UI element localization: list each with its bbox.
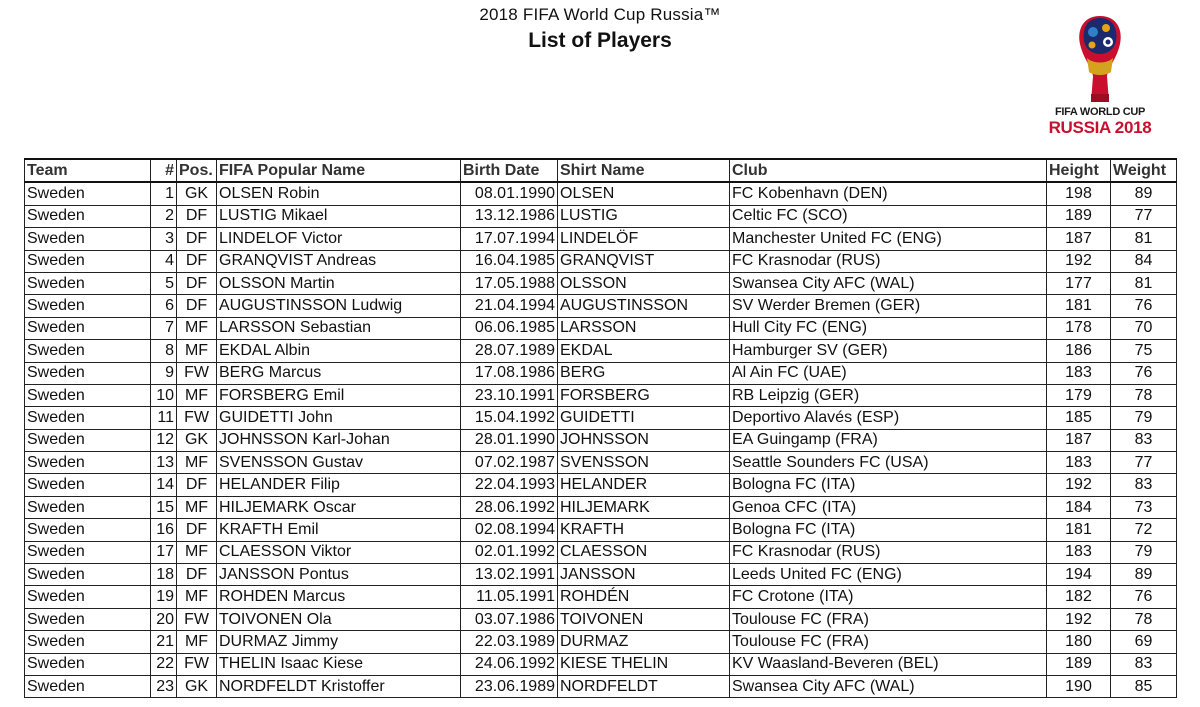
cell-number: 18	[151, 564, 177, 586]
cell-club: Swansea City AFC (WAL)	[730, 272, 1047, 294]
cell-position: DF	[177, 205, 217, 227]
table-row	[25, 340, 1177, 362]
table-row	[25, 675, 1177, 697]
cell-height: 177	[1047, 272, 1111, 294]
cell-birth-date: 17.05.1988	[461, 272, 558, 294]
cell-number: 14	[151, 474, 177, 496]
cell-shirt-name: LUSTIG	[558, 205, 730, 227]
cell-club: Leeds United FC (ENG)	[730, 564, 1047, 586]
cell-height: 190	[1047, 675, 1111, 697]
cell-team: Sweden	[25, 452, 151, 474]
table-row	[25, 496, 1177, 518]
table-row	[25, 384, 1177, 406]
cell-height: 187	[1047, 228, 1111, 250]
cell-position: FW	[177, 653, 217, 675]
cell-position: DF	[177, 519, 217, 541]
cell-position: DF	[177, 474, 217, 496]
cell-position: DF	[177, 295, 217, 317]
cell-height: 179	[1047, 384, 1111, 406]
cell-weight: 84	[1111, 250, 1177, 272]
table-row	[25, 205, 1177, 227]
table-row	[25, 631, 1177, 653]
cell-position: FW	[177, 407, 217, 429]
cell-club: SV Werder Bremen (GER)	[730, 295, 1047, 317]
cell-weight: 79	[1111, 541, 1177, 563]
cell-name: DURMAZ Jimmy	[217, 631, 461, 653]
trophy-emblem-icon	[1071, 14, 1129, 106]
cell-height: 192	[1047, 608, 1111, 630]
cell-club: Hamburger SV (GER)	[730, 340, 1047, 362]
cell-shirt-name: OLSSON	[558, 272, 730, 294]
cell-team: Sweden	[25, 295, 151, 317]
cell-birth-date: 17.08.1986	[461, 362, 558, 384]
cell-shirt-name: OLSEN	[558, 182, 730, 205]
cell-height: 192	[1047, 474, 1111, 496]
cell-shirt-name: ROHDÉN	[558, 586, 730, 608]
table-row	[25, 452, 1177, 474]
cell-name: LINDELOF Victor	[217, 228, 461, 250]
cell-position: DF	[177, 272, 217, 294]
cell-name: HELANDER Filip	[217, 474, 461, 496]
cell-number: 4	[151, 250, 177, 272]
cell-team: Sweden	[25, 564, 151, 586]
cell-team: Sweden	[25, 362, 151, 384]
cell-weight: 76	[1111, 362, 1177, 384]
cell-shirt-name: JOHNSSON	[558, 429, 730, 451]
cell-birth-date: 21.04.1994	[461, 295, 558, 317]
cell-club: Genoa CFC (ITA)	[730, 496, 1047, 518]
cell-weight: 75	[1111, 340, 1177, 362]
column-header-club[interactable]: Club	[730, 159, 1047, 182]
cell-number: 6	[151, 295, 177, 317]
cell-position: MF	[177, 452, 217, 474]
cell-birth-date: 07.02.1987	[461, 452, 558, 474]
table-row	[25, 182, 1177, 205]
cell-birth-date: 23.06.1989	[461, 675, 558, 697]
table-row	[25, 250, 1177, 272]
cell-name: GUIDETTI John	[217, 407, 461, 429]
cell-height: 182	[1047, 586, 1111, 608]
cell-team: Sweden	[25, 653, 151, 675]
cell-club: Manchester United FC (ENG)	[730, 228, 1047, 250]
cell-number: 1	[151, 182, 177, 205]
cell-shirt-name: AUGUSTINSSON	[558, 295, 730, 317]
cell-weight: 78	[1111, 608, 1177, 630]
column-header-name[interactable]: FIFA Popular Name	[217, 159, 461, 182]
cell-team: Sweden	[25, 407, 151, 429]
cell-weight: 76	[1111, 295, 1177, 317]
document-header	[0, 4, 1200, 54]
cell-weight: 76	[1111, 586, 1177, 608]
cell-shirt-name: TOIVONEN	[558, 608, 730, 630]
cell-position: MF	[177, 317, 217, 339]
players-table-body	[25, 182, 1177, 697]
cell-height: 183	[1047, 452, 1111, 474]
cell-number: 16	[151, 519, 177, 541]
cell-height: 183	[1047, 362, 1111, 384]
cell-birth-date: 22.03.1989	[461, 631, 558, 653]
cell-position: MF	[177, 340, 217, 362]
cell-name: EKDAL Albin	[217, 340, 461, 362]
cell-weight: 89	[1111, 182, 1177, 205]
cell-position: MF	[177, 496, 217, 518]
cell-position: GK	[177, 429, 217, 451]
cell-number: 12	[151, 429, 177, 451]
cell-shirt-name: GUIDETTI	[558, 407, 730, 429]
cell-name: TOIVONEN Ola	[217, 608, 461, 630]
table-header-row	[25, 159, 1177, 182]
table-row	[25, 429, 1177, 451]
cell-club: Al Ain FC (UAE)	[730, 362, 1047, 384]
cell-number: 7	[151, 317, 177, 339]
cell-birth-date: 13.12.1986	[461, 205, 558, 227]
table-row	[25, 362, 1177, 384]
cell-position: DF	[177, 564, 217, 586]
cell-team: Sweden	[25, 631, 151, 653]
column-header-shirt-name[interactable]: Shirt Name	[558, 159, 730, 182]
cell-number: 22	[151, 653, 177, 675]
cell-number: 5	[151, 272, 177, 294]
cell-shirt-name: HELANDER	[558, 474, 730, 496]
column-header-position[interactable]: Pos.	[177, 159, 217, 182]
table-row	[25, 317, 1177, 339]
cell-name: AUGUSTINSSON Ludwig	[217, 295, 461, 317]
cell-birth-date: 23.10.1991	[461, 384, 558, 406]
cell-name: OLSEN Robin	[217, 182, 461, 205]
cell-weight: 85	[1111, 675, 1177, 697]
cell-weight: 77	[1111, 452, 1177, 474]
cell-height: 181	[1047, 519, 1111, 541]
cell-position: MF	[177, 631, 217, 653]
table-row	[25, 586, 1177, 608]
cell-birth-date: 02.01.1992	[461, 541, 558, 563]
cell-number: 20	[151, 608, 177, 630]
cell-shirt-name: JANSSON	[558, 564, 730, 586]
cell-birth-date: 28.07.1989	[461, 340, 558, 362]
cell-club: Deportivo Alavés (ESP)	[730, 407, 1047, 429]
cell-position: GK	[177, 182, 217, 205]
cell-height: 183	[1047, 541, 1111, 563]
cell-birth-date: 06.06.1985	[461, 317, 558, 339]
cell-shirt-name: DURMAZ	[558, 631, 730, 653]
cell-team: Sweden	[25, 228, 151, 250]
cell-position: DF	[177, 250, 217, 272]
cell-name: JANSSON Pontus	[217, 564, 461, 586]
column-header-number[interactable]: #	[151, 159, 177, 182]
table-row	[25, 608, 1177, 630]
cell-club: FC Crotone (ITA)	[730, 586, 1047, 608]
cell-position: FW	[177, 362, 217, 384]
cell-team: Sweden	[25, 384, 151, 406]
cell-team: Sweden	[25, 250, 151, 272]
cell-number: 9	[151, 362, 177, 384]
cell-weight: 79	[1111, 407, 1177, 429]
cell-weight: 83	[1111, 474, 1177, 496]
cell-club: FC Kobenhavn (DEN)	[730, 182, 1047, 205]
cell-position: MF	[177, 541, 217, 563]
cell-height: 192	[1047, 250, 1111, 272]
cell-club: Celtic FC (SCO)	[730, 205, 1047, 227]
cell-shirt-name: HILJEMARK	[558, 496, 730, 518]
table-row	[25, 228, 1177, 250]
column-header-birth-date[interactable]: Birth Date	[461, 159, 558, 182]
cell-number: 10	[151, 384, 177, 406]
table-row	[25, 407, 1177, 429]
cell-club: FC Krasnodar (RUS)	[730, 541, 1047, 563]
column-header-team[interactable]: Team	[25, 159, 151, 182]
cell-shirt-name: LINDELÖF	[558, 228, 730, 250]
cell-number: 8	[151, 340, 177, 362]
cell-number: 11	[151, 407, 177, 429]
cell-number: 19	[151, 586, 177, 608]
table-row	[25, 295, 1177, 317]
cell-shirt-name: LARSSON	[558, 317, 730, 339]
document-title: List of Players	[528, 29, 672, 52]
cell-birth-date: 16.04.1985	[461, 250, 558, 272]
cell-club: Hull City FC (ENG)	[730, 317, 1047, 339]
cell-position: MF	[177, 586, 217, 608]
cell-shirt-name: FORSBERG	[558, 384, 730, 406]
cell-team: Sweden	[25, 519, 151, 541]
cell-position: GK	[177, 675, 217, 697]
cell-name: OLSSON Martin	[217, 272, 461, 294]
cell-birth-date: 28.06.1992	[461, 496, 558, 518]
cell-team: Sweden	[25, 474, 151, 496]
cell-team: Sweden	[25, 317, 151, 339]
cell-club: Seattle Sounders FC (USA)	[730, 452, 1047, 474]
cell-name: FORSBERG Emil	[217, 384, 461, 406]
cell-club: FC Krasnodar (RUS)	[730, 250, 1047, 272]
cell-height: 180	[1047, 631, 1111, 653]
cell-club: Swansea City AFC (WAL)	[730, 675, 1047, 697]
cell-birth-date: 17.07.1994	[461, 228, 558, 250]
logo-text-line1: FIFA WORLD CUP	[1054, 106, 1146, 118]
cell-team: Sweden	[25, 182, 151, 205]
cell-name: KRAFTH Emil	[217, 519, 461, 541]
cell-birth-date: 11.05.1991	[461, 586, 558, 608]
cell-position: DF	[177, 228, 217, 250]
cell-position: FW	[177, 608, 217, 630]
cell-weight: 77	[1111, 205, 1177, 227]
cell-team: Sweden	[25, 205, 151, 227]
cell-team: Sweden	[25, 340, 151, 362]
table-row	[25, 519, 1177, 541]
cell-club: Bologna FC (ITA)	[730, 474, 1047, 496]
cell-team: Sweden	[25, 675, 151, 697]
cell-team: Sweden	[25, 429, 151, 451]
cell-name: NORDFELDT Kristoffer	[217, 675, 461, 697]
cell-birth-date: 24.06.1992	[461, 653, 558, 675]
cell-name: CLAESSON Viktor	[217, 541, 461, 563]
cell-weight: 81	[1111, 272, 1177, 294]
cell-name: JOHNSSON Karl-Johan	[217, 429, 461, 451]
column-header-height[interactable]: Height	[1047, 159, 1111, 182]
cell-weight: 81	[1111, 228, 1177, 250]
cell-number: 13	[151, 452, 177, 474]
cell-birth-date: 08.01.1990	[461, 182, 558, 205]
cell-club: Bologna FC (ITA)	[730, 519, 1047, 541]
cell-number: 23	[151, 675, 177, 697]
cell-shirt-name: SVENSSON	[558, 452, 730, 474]
cell-number: 15	[151, 496, 177, 518]
cell-name: LARSSON Sebastian	[217, 317, 461, 339]
cell-birth-date: 15.04.1992	[461, 407, 558, 429]
cell-team: Sweden	[25, 541, 151, 563]
world-cup-logo	[1036, 14, 1164, 146]
cell-name: LUSTIG Mikael	[217, 205, 461, 227]
cell-weight: 73	[1111, 496, 1177, 518]
cell-weight: 69	[1111, 631, 1177, 653]
cell-weight: 89	[1111, 564, 1177, 586]
cell-weight: 83	[1111, 429, 1177, 451]
cell-name: BERG Marcus	[217, 362, 461, 384]
cell-team: Sweden	[25, 496, 151, 518]
cell-number: 3	[151, 228, 177, 250]
players-table	[24, 158, 1177, 698]
cell-height: 189	[1047, 205, 1111, 227]
cell-shirt-name: KIESE THELIN	[558, 653, 730, 675]
cell-height: 187	[1047, 429, 1111, 451]
cell-team: Sweden	[25, 608, 151, 630]
cell-name: GRANQVIST Andreas	[217, 250, 461, 272]
cell-name: ROHDEN Marcus	[217, 586, 461, 608]
column-header-weight[interactable]: Weight	[1111, 159, 1177, 182]
cell-club: Toulouse FC (FRA)	[730, 608, 1047, 630]
cell-name: HILJEMARK Oscar	[217, 496, 461, 518]
cell-birth-date: 13.02.1991	[461, 564, 558, 586]
cell-height: 184	[1047, 496, 1111, 518]
table-row	[25, 474, 1177, 496]
cell-name: THELIN Isaac Kiese	[217, 653, 461, 675]
table-row	[25, 653, 1177, 675]
document-subtitle: 2018 FIFA World Cup Russia™	[479, 5, 721, 24]
cell-position: MF	[177, 384, 217, 406]
cell-team: Sweden	[25, 272, 151, 294]
cell-shirt-name: EKDAL	[558, 340, 730, 362]
cell-birth-date: 28.01.1990	[461, 429, 558, 451]
cell-weight: 70	[1111, 317, 1177, 339]
cell-height: 194	[1047, 564, 1111, 586]
cell-shirt-name: CLAESSON	[558, 541, 730, 563]
cell-shirt-name: NORDFELDT	[558, 675, 730, 697]
cell-height: 189	[1047, 653, 1111, 675]
cell-club: EA Guingamp (FRA)	[730, 429, 1047, 451]
cell-number: 17	[151, 541, 177, 563]
cell-weight: 78	[1111, 384, 1177, 406]
cell-weight: 83	[1111, 653, 1177, 675]
cell-number: 2	[151, 205, 177, 227]
cell-club: Toulouse FC (FRA)	[730, 631, 1047, 653]
cell-shirt-name: KRAFTH	[558, 519, 730, 541]
cell-name: SVENSSON Gustav	[217, 452, 461, 474]
cell-birth-date: 22.04.1993	[461, 474, 558, 496]
table-row	[25, 564, 1177, 586]
logo-text-line2: RUSSIA 2018	[1048, 118, 1152, 137]
cell-weight: 72	[1111, 519, 1177, 541]
cell-height: 181	[1047, 295, 1111, 317]
cell-shirt-name: GRANQVIST	[558, 250, 730, 272]
cell-club: RB Leipzig (GER)	[730, 384, 1047, 406]
cell-team: Sweden	[25, 586, 151, 608]
cell-club: KV Waasland-Beveren (BEL)	[730, 653, 1047, 675]
cell-birth-date: 03.07.1986	[461, 608, 558, 630]
cell-number: 21	[151, 631, 177, 653]
cell-height: 178	[1047, 317, 1111, 339]
cell-height: 198	[1047, 182, 1111, 205]
table-row	[25, 272, 1177, 294]
cell-height: 186	[1047, 340, 1111, 362]
cell-height: 185	[1047, 407, 1111, 429]
cell-birth-date: 02.08.1994	[461, 519, 558, 541]
cell-shirt-name: BERG	[558, 362, 730, 384]
table-row	[25, 541, 1177, 563]
